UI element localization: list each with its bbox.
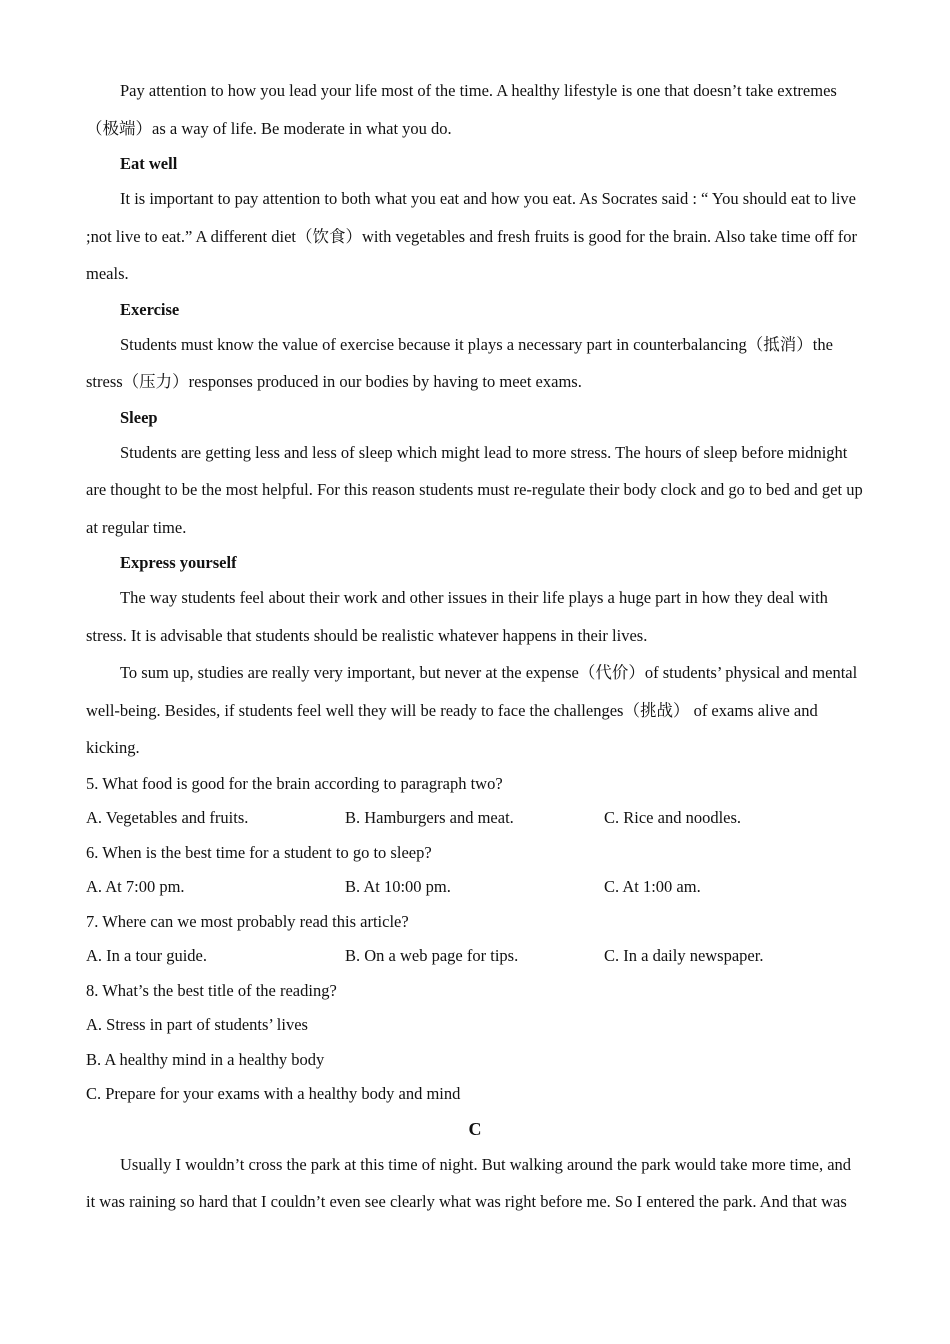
paragraph-exercise: Students must know the value of exercise because it plays a necessary part in counterbalancing（抵消）the stress（压力）responses produced in our bodies by having to meet exams.	[86, 334, 833, 391]
question-8-option-b: B. A healthy mind in a healthy body	[86, 1049, 325, 1069]
question-6-options	[86, 870, 864, 905]
intro-paragraph: Pay attention to how you lead your life most of the time. A healthy lifestyle is one that doesn’t take extremes（极端）as a way of life. Be moderate in what you do.	[86, 81, 837, 138]
heading-eat-well: Eat well	[120, 154, 178, 173]
question-5-option-c: C. Rice and noodles.	[604, 808, 742, 827]
question-6-option-a: A. At 7:00 pm.	[86, 877, 185, 896]
question-5-stem: 5. What food is good for the brain according to paragraph two?	[86, 773, 503, 793]
question-6-option-c: C. At 1:00 am.	[604, 877, 701, 896]
question-8-option-a: A. Stress in part of students’ lives	[86, 1015, 308, 1034]
heading-sleep: Sleep	[120, 407, 158, 427]
question-5-option-a: A. Vegetables and fruits.	[86, 808, 249, 827]
passage-c-paragraph: Usually I wouldn’t cross the park at this time of night. But walking around the park would take more time, and it was raining so hard that I couldn’t even see clearly what was right before me. So I entered the park. And that was	[86, 1154, 852, 1211]
question-6-stem: 6. When is the best time for a student to go to sleep?	[86, 842, 432, 862]
question-7-option-b: B. On a web page for tips.	[345, 946, 519, 965]
document-content	[86, 72, 864, 1221]
question-8-option-c: C. Prepare for your exams with a healthy body and mind	[86, 1084, 461, 1103]
paragraph-eat-well: It is important to pay attention to both what you eat and how you eat. As Socrates said : “ You should eat to live ;not live to eat.” A different diet（饮食）with vegetables and fresh fruits is good for the brain. Also take time off for meals.	[86, 189, 858, 283]
question-5-option-b: B. Hamburgers and meat.	[345, 808, 514, 827]
paragraph-express-yourself: The way students feel about their work and other issues in their life plays a huge part in how they deal with stress. It is advisable that students should be realistic whatever happens in their lives.	[86, 588, 828, 645]
question-5-options	[86, 801, 864, 836]
heading-express-yourself: Express yourself	[120, 553, 237, 572]
question-7-stem: 7. Where can we most probably read this article?	[86, 911, 409, 931]
question-7-options	[86, 939, 864, 974]
question-7-option-a: A. In a tour guide.	[86, 946, 207, 965]
question-7-option-c: C. In a daily newspaper.	[604, 946, 764, 965]
question-6-option-b: B. At 10:00 pm.	[345, 877, 451, 896]
heading-exercise: Exercise	[120, 299, 180, 319]
conclusion-paragraph: To sum up, studies are really very important, but never at the expense（代价）of students’ physical and mental well-being. Besides, if students feel well they will be ready to face the challenges（挑战） of exams alive and kicking.	[86, 663, 858, 757]
passage-c-title: C	[468, 1118, 482, 1139]
question-8-options	[86, 1008, 864, 1112]
question-8-stem: 8. What’s the best title of the reading?	[86, 980, 337, 1000]
paragraph-sleep: Students are getting less and less of sleep which might lead to more stress. The hours of sleep before midnight are thought to be the most helpful. For this reason students must re-regulate their body clock and go to bed and get up at regular time.	[86, 442, 863, 537]
